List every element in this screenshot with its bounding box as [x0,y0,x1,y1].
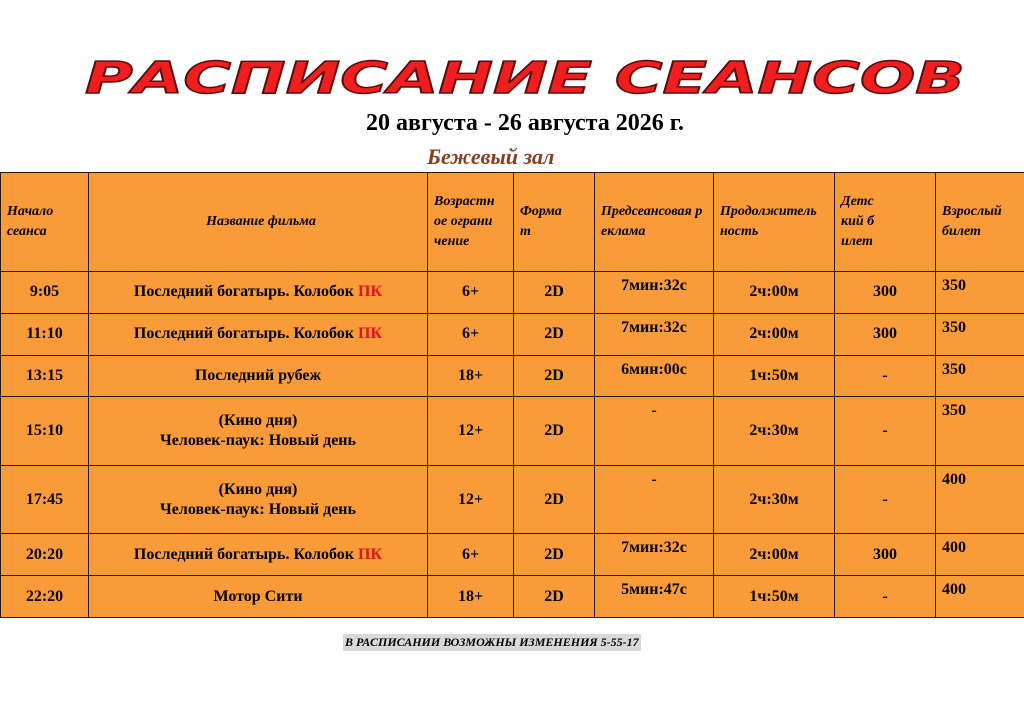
film-title: Последний богатырь. Колобок [133,545,359,563]
adult-ticket-price: 350 [936,397,1024,466]
adult-ticket-price: 350 [936,313,1024,355]
film-format: 2D [514,465,595,534]
pushkin-card-mark: ПК [358,283,383,301]
table-row [1,355,1024,397]
date-range: 20 августа - 26 августа 2026 г. [366,110,684,136]
age-rating: 12+ [428,397,514,466]
child-ticket-price: 300 [835,534,936,576]
hall-name: Бежевый зал [427,144,555,169]
film-duration: 2ч:00м [714,313,835,355]
ad-duration: - [595,397,714,466]
film-name-cell [89,534,428,576]
ad-duration: - [595,465,714,534]
film-duration: 2ч:00м [714,272,835,314]
title-wordart [75,52,975,102]
film-name-cell [89,313,428,355]
ad-duration: 7мин:32с [595,534,714,576]
film-duration: 2ч:30м [714,465,835,534]
table-row [1,397,1024,466]
film-title: Мотор Сити [213,587,303,605]
child-ticket-price: - [835,576,936,618]
session-time: 15:10 [1,397,89,466]
adult-ticket-price: 400 [936,534,1024,576]
age-rating: 18+ [428,355,514,397]
table-row [1,272,1024,314]
age-rating: 6+ [428,272,514,314]
film-tag: (Кино дня) [218,412,298,430]
session-time: 17:45 [1,465,89,534]
header-duration: Продолжительность [714,173,835,272]
film-format: 2D [514,576,595,618]
page-title-text: РАСПИСАНИЕ СЕАНСОВ [85,53,965,102]
film-format: 2D [514,534,595,576]
film-format: 2D [514,355,595,397]
film-format: 2D [514,397,595,466]
film-duration: 1ч:50м [714,576,835,618]
ad-duration: 7мин:32с [595,272,714,314]
child-ticket-price: - [835,397,936,466]
age-rating: 12+ [428,465,514,534]
adult-ticket-price: 400 [936,465,1024,534]
header-age: Возрастное ограничение [428,173,514,272]
session-time: 20:20 [1,534,89,576]
session-time: 22:20 [1,576,89,618]
table-row [1,534,1024,576]
film-title: Человек-паук: Новый день [160,432,356,450]
header-format: Формат [514,173,595,272]
ad-duration: 6мин:00с [595,355,714,397]
child-ticket-price: - [835,355,936,397]
table-row [1,576,1024,618]
age-rating: 18+ [428,576,514,618]
pushkin-card-mark: ПК [358,545,383,563]
header-child-ticket: Детский билет [835,173,936,272]
child-ticket-price: 300 [835,272,936,314]
session-time: 11:10 [1,313,89,355]
film-name-cell [89,397,428,466]
age-rating: 6+ [428,534,514,576]
film-format: 2D [514,272,595,314]
film-title: Последний богатырь. Колобок [133,325,359,343]
ad-duration: 7мин:32с [595,313,714,355]
header-adult-ticket: Взрослый билет [936,173,1024,272]
film-duration: 2ч:00м [714,534,835,576]
header-row [1,173,1024,272]
table-row [1,465,1024,534]
pushkin-card-mark: ПК [358,325,383,343]
page-title [75,52,975,102]
film-format: 2D [514,313,595,355]
film-tag: (Кино дня) [218,480,298,498]
film-duration: 2ч:30м [714,397,835,466]
adult-ticket-price: 400 [936,576,1024,618]
child-ticket-price: - [835,465,936,534]
child-ticket-price: 300 [835,313,936,355]
ad-duration: 5мин:47с [595,576,714,618]
header-ads: Предсеансовая реклама [595,173,714,272]
film-duration: 1ч:50м [714,355,835,397]
session-time: 9:05 [1,272,89,314]
age-rating: 6+ [428,313,514,355]
film-name-cell [89,355,428,397]
film-name-cell [89,576,428,618]
film-name-cell [89,272,428,314]
adult-ticket-price: 350 [936,272,1024,314]
table-row [1,313,1024,355]
film-title: Последний рубеж [194,366,322,384]
film-title: Последний богатырь. Колобок [133,283,359,301]
film-title: Человек-паук: Новый день [160,500,356,518]
adult-ticket-price: 350 [936,355,1024,397]
header-film: Название фильма [89,173,428,272]
schedule-notice: В РАСПИСАНИИ ВОЗМОЖНЫ ИЗМЕНЕНИЯ 5-55-17 [345,635,639,649]
session-time: 13:15 [1,355,89,397]
film-name-cell [89,465,428,534]
schedule-table [0,172,1024,618]
header-start: Начало сеанса [1,173,89,272]
